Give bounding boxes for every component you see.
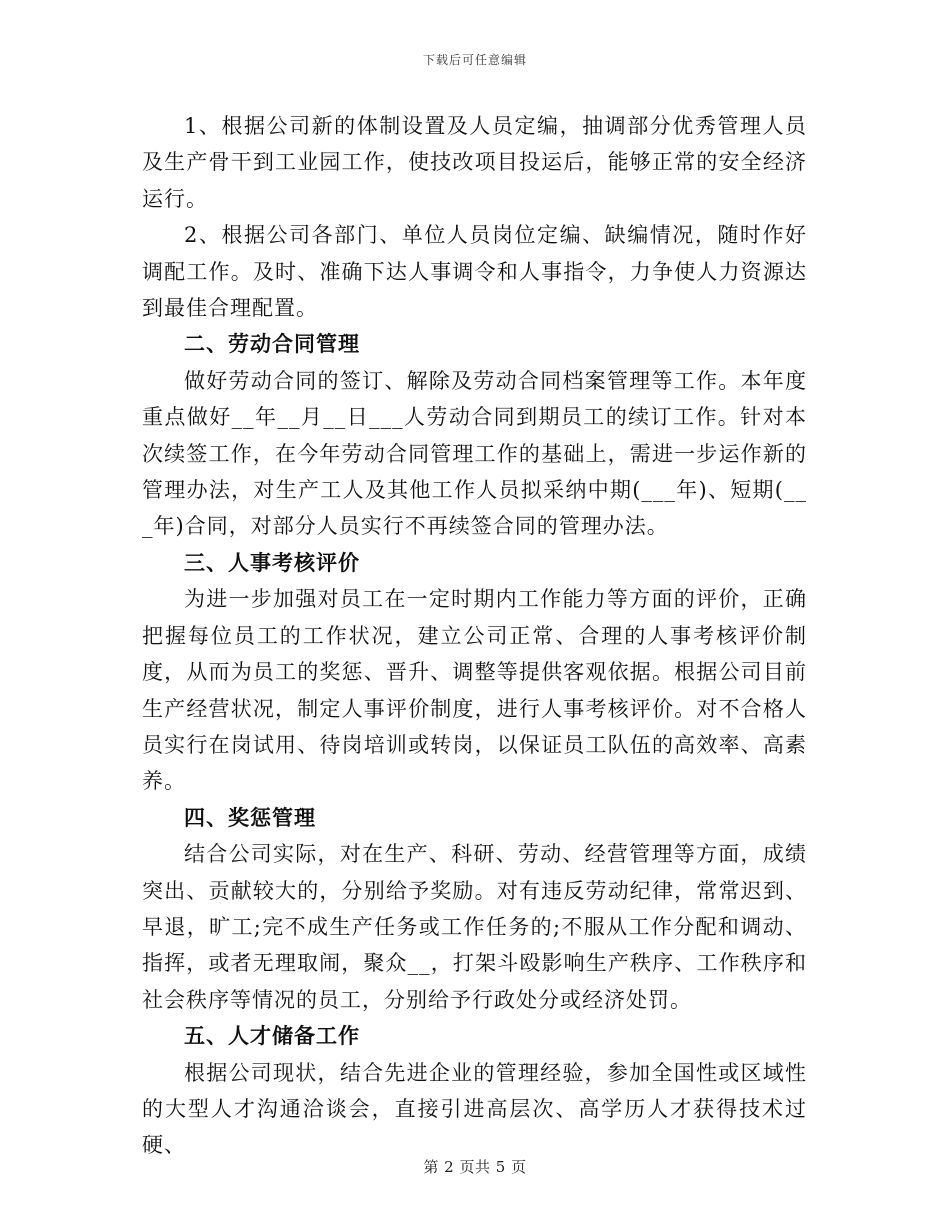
paragraph-labor-contract: 做好劳动合同的签订、解除及劳动合同档案管理等工作。本年度重点做好__年__月__日___人劳动合同到期员工的续订工作。针对本次续签工作，在今年劳动合同管理工作的基础上，需进一步运作新的管理办法，对生产工人及其他工作人员拟采纳中期(___年)、短期(___年)合同，对部分人员实行不再续签合同的管理办法。 bbox=[142, 368, 807, 539]
paragraph-rewards: 结合公司实际，对在生产、科研、劳动、经营管理等方面，成绩突出、贡献较大的，分别给予奖励。对有违反劳动纪律，常常迟到、早退，旷工;完不成生产任务或工作任务的;不服从工作分配和调动、指挥，或者无理取闹，聚众__，打架斗殴影响生产秩序、工作秩序和社会秩序等情况的员工，分别给予行政处分或经济处罚。 bbox=[142, 842, 807, 1012]
paragraph-2: 2、根据公司各部门、单位人员岗位定编、缺编情况，随时作好调配工作。及时、准确下达人事调令和人事指令，力争使人力资源达到最佳合理配置。 bbox=[142, 223, 807, 321]
section-heading-labor-contract: 二、劳动合同管理 bbox=[184, 331, 360, 357]
paragraph-1: 1、根据公司新的体制设置及人员定编，抽调部分优秀管理人员及生产骨干到工业园工作，使技改项目投运后，能够正常的安全经济运行。 bbox=[142, 114, 807, 211]
section-heading-rewards: 四、奖惩管理 bbox=[184, 804, 316, 830]
section-heading-talent-reserve: 五、人才储备工作 bbox=[184, 1023, 360, 1049]
section-heading-assessment: 三、人事考核评价 bbox=[184, 549, 360, 575]
paragraph-talent-reserve: 根据公司现状，结合先进企业的管理经验，参加全国性或区域性的大型人才沟通洽谈会，直接引进高层次、高学历人才获得技术过硬、 bbox=[142, 1060, 807, 1158]
paragraph-assessment: 为进一步加强对员工在一定时期内工作能力等方面的评价，正确把握每位员工的工作状况，建立公司正常、合理的人事考核评价制度，从而为员工的奖惩、晋升、调整等提供客观依据。根据公司目前生产经营状况，制定人事评价制度，进行人事考核评价。对不合格人员实行在岗试用、待岗培训或转岗，以保证员工队伍的高效率、高素养。 bbox=[142, 587, 807, 794]
page-footer: 第 2 页共 5 页 bbox=[423, 1158, 527, 1176]
page-header: 下载后可任意编辑 bbox=[422, 53, 527, 67]
document-body bbox=[142, 108, 807, 1164]
